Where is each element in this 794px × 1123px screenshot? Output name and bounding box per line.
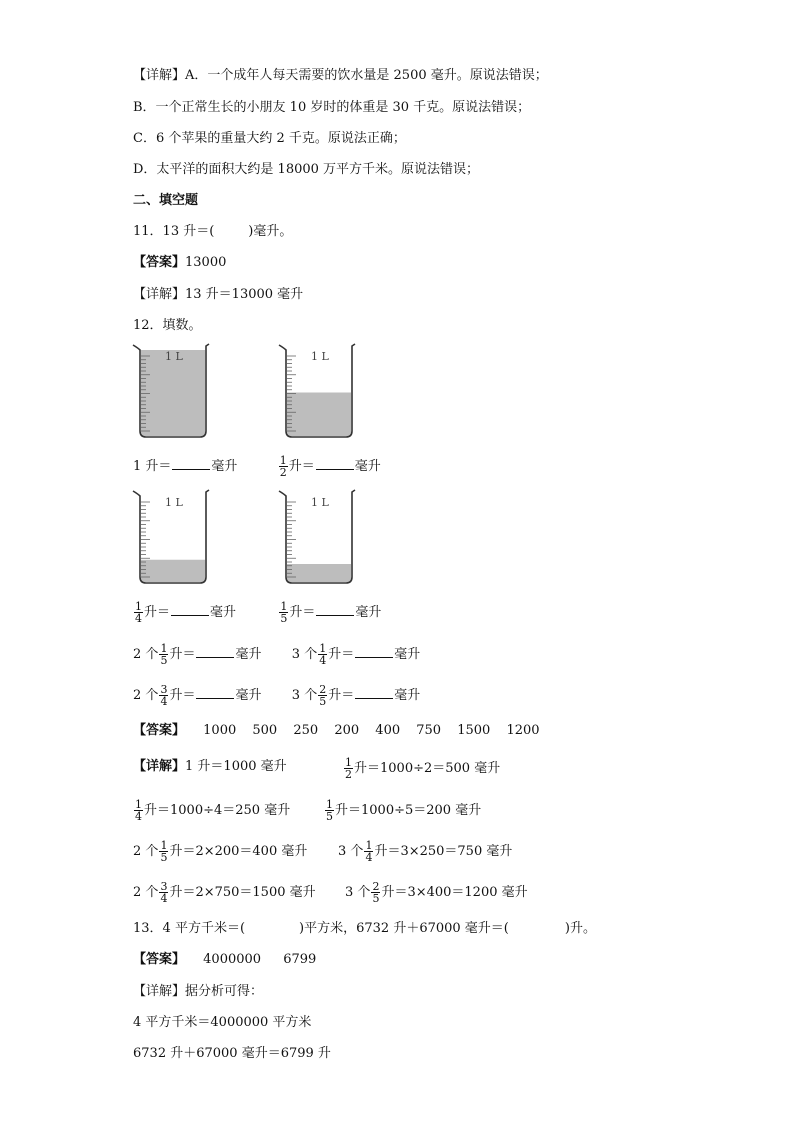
detail-4: 升＝1000÷5＝200 毫升 — [335, 803, 482, 818]
fraction-1-4 — [134, 799, 143, 822]
denominator: 5 — [160, 654, 168, 667]
unit-sheng: 升 — [289, 605, 303, 620]
q13-answer-label: 【答案】 — [133, 952, 186, 967]
fraction-2-5 — [318, 684, 327, 707]
denominator: 5 — [160, 851, 168, 864]
q12-detail-row4 — [133, 881, 316, 904]
numerator: 1 — [345, 756, 352, 769]
beaker-quarter — [130, 488, 212, 586]
answer-2: 6799 — [283, 952, 317, 967]
equals: ＝ — [182, 688, 196, 703]
q13-detail-2: 6732 升＋67000 毫升＝6799 升 — [133, 1046, 331, 1061]
fraction-1-2 — [279, 455, 288, 478]
q13-detail: 【详解】据分析可得： — [133, 984, 264, 999]
q12-row2 — [133, 601, 381, 624]
q11-answer-label: 【答案】 — [133, 255, 186, 270]
fraction-1-5 — [279, 601, 288, 624]
unit-haosheng: 毫升 — [355, 605, 382, 620]
equals: ＝ — [182, 647, 196, 662]
fraction-1-4 — [318, 643, 327, 666]
count: 3 — [345, 885, 354, 900]
section-title: 二、填空题 — [133, 193, 199, 208]
q11-answer — [133, 253, 226, 273]
q12-detail-row3 — [133, 840, 307, 863]
detail-7: 升＝2×750＝1500 毫升 — [169, 885, 316, 900]
equals: ＝ — [301, 459, 315, 474]
denominator: 4 — [135, 810, 142, 823]
q13-question — [133, 919, 596, 939]
count: 2 — [133, 647, 142, 662]
detail-1: 1 升＝1000 毫升 — [185, 759, 287, 774]
numerator: 1 — [326, 798, 333, 811]
numerator: 3 — [160, 880, 168, 893]
beaker-full — [130, 342, 212, 440]
q12-row1 — [133, 455, 381, 478]
fraction-1-4 — [134, 601, 143, 624]
detail-3: 升＝1000÷4＝250 毫升 — [144, 803, 291, 818]
beaker-label: 1 L — [311, 496, 329, 509]
answer-6: 750 — [416, 723, 442, 738]
q12-answer-label: 【答案】 — [133, 723, 186, 738]
detail-a: 【详解】A．一个成年人每天需要的饮水量是 2500 毫升。原说法错误； — [133, 68, 548, 83]
equals: ＝ — [341, 647, 355, 662]
unit-sheng: 升 — [328, 688, 342, 703]
q11-question — [133, 222, 292, 242]
blank-5 — [196, 645, 234, 658]
equals: ＝ — [341, 688, 355, 703]
ge: 个 — [304, 647, 318, 662]
beaker-label: 1 L — [165, 350, 183, 363]
denominator: 5 — [326, 810, 333, 823]
q11-pre: 11．13 升＝( — [133, 224, 215, 239]
count: 2 — [133, 885, 142, 900]
blank-2 — [316, 457, 354, 470]
blank-1 — [172, 457, 210, 470]
answer-3: 250 — [293, 723, 319, 738]
q13-mid: )平方米，6732 升＋67000 毫升＝( — [299, 921, 509, 936]
answer-5: 400 — [375, 723, 401, 738]
numerator: 1 — [160, 642, 168, 655]
unit-sheng: 升 — [144, 605, 158, 620]
q12-detail-row1 — [133, 757, 287, 777]
ge: 个 — [145, 885, 159, 900]
liquid-level — [141, 560, 205, 582]
detail-b: B．一个正常生长的小朋友 10 岁时的体重是 30 千克。原说法错误； — [133, 100, 531, 115]
blank-7 — [196, 686, 234, 699]
detail-8: 升＝3×400＝1200 毫升 — [381, 885, 528, 900]
count: 2 — [133, 844, 142, 859]
unit-haosheng: 毫升 — [210, 605, 237, 620]
q12-detail-row1b — [343, 757, 500, 780]
numerator: 1 — [365, 839, 373, 852]
blank-3 — [171, 603, 209, 616]
denominator: 2 — [345, 768, 352, 781]
q12-one-sheng: 1 升＝ — [133, 459, 172, 474]
fraction-1-5 — [159, 840, 168, 863]
answer-2: 500 — [252, 723, 278, 738]
answer-1: 1000 — [203, 723, 237, 738]
numerator: 1 — [135, 798, 142, 811]
numerator: 2 — [372, 880, 380, 893]
equals: ＝ — [302, 605, 316, 620]
detail-d: D．太平洋的面积大约是 18000 万平方千米。原说法错误； — [133, 162, 480, 177]
ge: 个 — [145, 647, 159, 662]
liquid-level — [287, 393, 351, 437]
q12-detail-label: 【详解】 — [133, 759, 186, 774]
numerator: 3 — [160, 683, 168, 696]
blank-8 — [355, 686, 393, 699]
ge: 个 — [304, 688, 318, 703]
fraction-3-4 — [159, 684, 168, 707]
unit-sheng: 升 — [169, 647, 183, 662]
count: 3 — [291, 647, 301, 662]
answer-4: 200 — [334, 723, 360, 738]
detail-2: 升＝1000÷2＝500 毫升 — [354, 761, 501, 776]
denominator: 5 — [372, 892, 380, 905]
fraction-1-4 — [364, 840, 373, 863]
denominator: 5 — [319, 695, 327, 708]
denominator: 5 — [280, 612, 288, 625]
beaker-half — [276, 342, 358, 440]
equals: ＝ — [157, 605, 171, 620]
denominator: 4 — [160, 892, 168, 905]
q12-detail-row3b — [338, 840, 512, 863]
ge: 个 — [145, 844, 159, 859]
q12-detail-row4b — [345, 881, 528, 904]
detail-c: C．6 个苹果的重量大约 2 千克。原说法正确； — [133, 131, 406, 146]
q13-pre: 13．4 平方千米＝( — [133, 921, 246, 936]
q11-answer-value: 13000 — [185, 255, 227, 270]
numerator: 1 — [135, 600, 142, 613]
q12-answer — [133, 721, 540, 741]
beaker-label: 1 L — [311, 350, 329, 363]
numerator: 1 — [319, 642, 327, 655]
answer-8: 1200 — [506, 723, 540, 738]
q12-row4 — [133, 684, 420, 707]
blank-4 — [316, 603, 354, 616]
fraction-1-2 — [344, 757, 353, 780]
numerator: 2 — [319, 683, 327, 696]
q12-detail-row2 — [133, 799, 290, 822]
beaker-label: 1 L — [165, 496, 183, 509]
unit-sheng: 升 — [288, 459, 302, 474]
detail-6: 升＝3×250＝750 毫升 — [374, 844, 513, 859]
unit-haosheng: 毫升 — [394, 688, 421, 703]
denominator: 4 — [160, 695, 168, 708]
numerator: 1 — [160, 839, 168, 852]
unit-haosheng: 毫升 — [235, 688, 262, 703]
unit-haosheng: 毫升 — [394, 647, 421, 662]
fraction-1-5 — [325, 799, 334, 822]
denominator: 4 — [135, 612, 142, 625]
ge: 个 — [145, 688, 159, 703]
q12-row3 — [133, 643, 420, 666]
count: 3 — [291, 688, 301, 703]
answer-7: 1500 — [457, 723, 491, 738]
numerator: 1 — [279, 454, 287, 467]
count: 2 — [133, 688, 142, 703]
detail-5: 升＝2×200＝400 毫升 — [169, 844, 308, 859]
ge: 个 — [357, 885, 371, 900]
fraction-2-5 — [371, 881, 380, 904]
answer-1: 4000000 — [203, 952, 262, 967]
fraction-1-5 — [159, 643, 168, 666]
count: 3 — [338, 844, 347, 859]
denominator: 4 — [319, 654, 327, 667]
liquid-level — [287, 564, 351, 582]
q12-title: 12．填数。 — [133, 318, 202, 333]
q12-detail-row2b — [324, 799, 481, 822]
q13-post: )升。 — [564, 921, 596, 936]
unit-haosheng: 毫升 — [354, 459, 381, 474]
denominator: 2 — [279, 466, 287, 479]
blank-6 — [355, 645, 393, 658]
unit-haosheng: 毫升 — [211, 459, 238, 474]
q11-post: )毫升。 — [248, 224, 293, 239]
beaker-fifth — [276, 488, 358, 586]
q13-detail-1: 4 平方千米＝4000000 平方米 — [133, 1015, 312, 1030]
ge: 个 — [350, 844, 364, 859]
q11-detail: 【详解】13 升＝13000 毫升 — [133, 287, 304, 302]
unit-sheng: 升 — [169, 688, 183, 703]
fraction-3-4 — [159, 881, 168, 904]
unit-sheng: 升 — [328, 647, 342, 662]
q13-answer — [133, 950, 316, 970]
denominator: 4 — [365, 851, 373, 864]
numerator: 1 — [280, 600, 288, 613]
unit-haosheng: 毫升 — [235, 647, 262, 662]
